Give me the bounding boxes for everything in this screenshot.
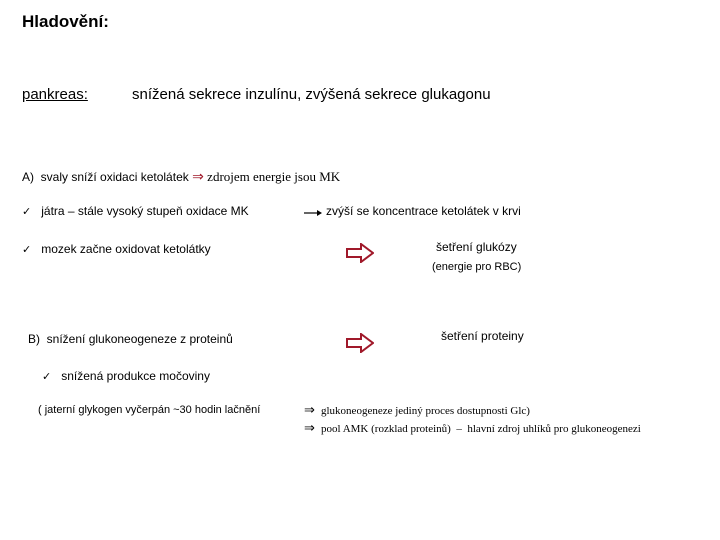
section-b-line (28, 332, 233, 346)
page-title: Hladovění: (22, 12, 109, 31)
section-b-label: B) (28, 332, 40, 346)
section-a-text: svaly sníží oxidaci ketolátek (40, 170, 189, 184)
section-b-text: snížení glukoneogeneze z proteinů (46, 332, 233, 346)
urea-line (42, 369, 210, 383)
liver-result: zvýší se koncentrace ketolátek v krvi (326, 204, 521, 218)
dash: – (456, 423, 462, 435)
brain-note: (energie pro RBC) (432, 261, 522, 273)
glycogen-text: ( jaterní glykogen vyčerpán ~30 hodin lačnění (38, 404, 261, 416)
section-a-line (22, 168, 340, 185)
pankreas-text: snížená sekrece inzulínu, zvýšená sekrece glukagonu (132, 86, 491, 103)
liver-text: játra – stále vysoký stupeň oxidace MK (41, 204, 249, 218)
implies-arrow-icon: ⇒ (192, 168, 204, 184)
glycogen-result-1: glukoneogeneze jediný proces dostupnosti Glc) (321, 405, 530, 417)
urea-text: snížená produkce močoviny (61, 369, 210, 383)
brain-line (22, 242, 211, 256)
check-icon: ✓ (22, 205, 32, 218)
implies-arrow-icon: ⇒ (304, 420, 315, 435)
glycogen-result-2a: pool AMK (rozklad proteinů) (321, 423, 451, 435)
liver-line (22, 204, 249, 218)
check-icon: ✓ (22, 243, 32, 256)
glycogen-result-2 (321, 423, 641, 435)
glycogen-result-2b: hlavní zdroj uhlíků pro glukoneogenezi (467, 423, 641, 435)
check-icon: ✓ (42, 370, 52, 383)
right-arrow-icon (304, 209, 322, 217)
pankreas-label: pankreas: (22, 86, 88, 103)
brain-text: mozek začne oxidovat ketolátky (41, 242, 211, 256)
section-a-label: A) (22, 170, 34, 184)
hollow-arrow-icon (346, 243, 374, 263)
section-b-result: šetření proteiny (441, 329, 524, 343)
hollow-arrow-icon (346, 333, 374, 353)
implies-arrow-icon: ⇒ (304, 402, 315, 417)
section-a-result: zdrojem energie jsou MK (207, 169, 341, 184)
brain-result: šetření glukózy (436, 240, 517, 254)
